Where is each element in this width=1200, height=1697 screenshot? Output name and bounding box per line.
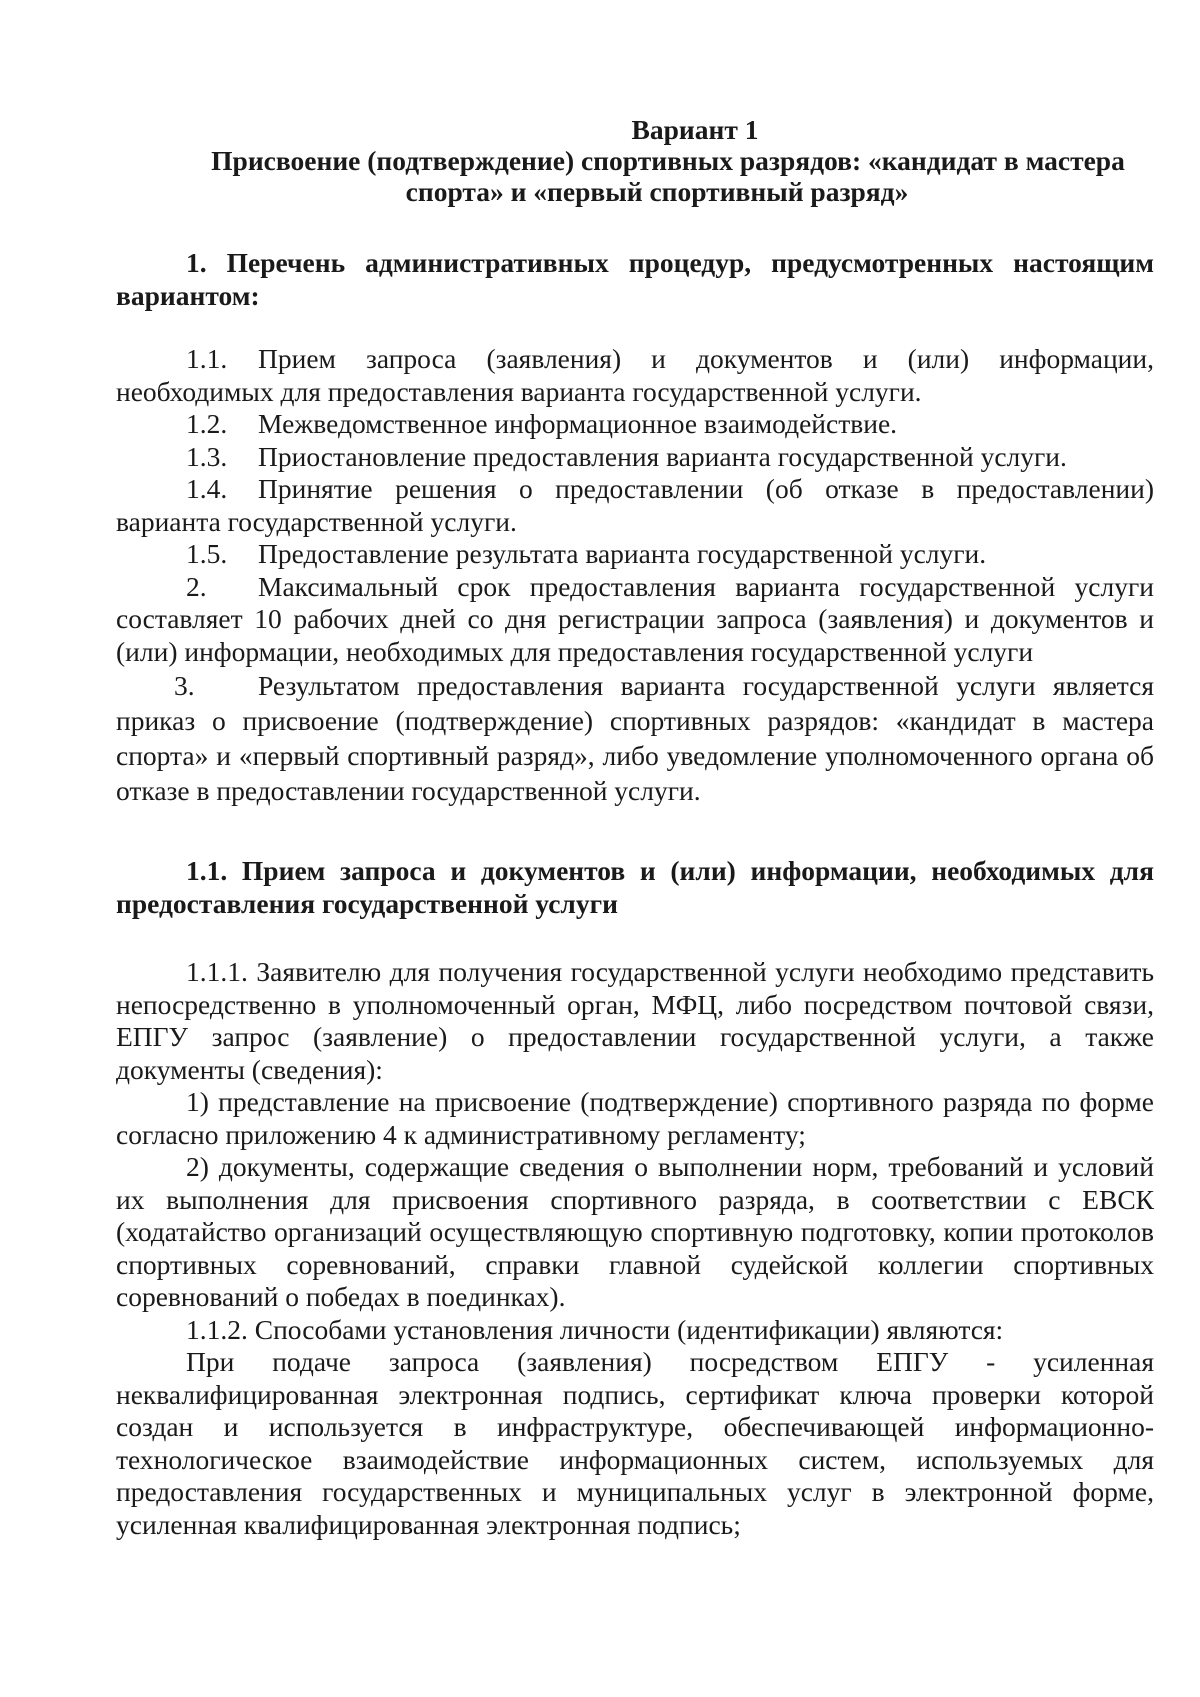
- section-1-1-body: [116, 956, 1154, 1541]
- item-number: 1.2.: [186, 408, 228, 439]
- title-line-1: Присвоение (подтверждение) спортивных разрядов: «кандидат в мастера: [211, 145, 1125, 176]
- item-text: Приостановление предоставления варианта государственной услуги.: [258, 440, 1067, 472]
- variant-title: Вариант 1: [631, 114, 759, 145]
- item-number: 2.: [186, 570, 207, 602]
- list-item: [116, 473, 1154, 538]
- item-text: Результатом предоставления варианта государственной услуги является приказ о присвоение (подтверждение) спортивных разрядов: «кандидат в мастера спорта» и «первый спортивный разряд», либо уведомление уполномоченного органа об отказе в предоставлении государственной услуги.: [116, 670, 1154, 806]
- item-number: 1.3.: [186, 440, 228, 472]
- procedure-list: [116, 343, 1154, 808]
- item-number: 1.4.: [186, 473, 228, 504]
- section-1-heading: 1. Перечень административных процедур, предусмотренных настоящим вариантом:: [116, 247, 1154, 311]
- paragraph: 1.1.1. Заявителю для получения государственной услуги необходимо представить непосредственно в уполномоченный орган, МФЦ, либо посредством почтовой связи, ЕПГУ запрос (заявление) о предоставлении государственной услуги, а также документы (сведения):: [116, 956, 1154, 1085]
- item-text: Принятие решения о предоставлении (об отказе в предоставлении) варианта государственной услуги.: [116, 473, 1154, 537]
- paragraph: 2) документы, содержащие сведения о выполнении норм, требований и условий их выполнения для присвоения спортивного разряда, в соответствии с ЕВСК (ходатайство организаций осуществляющую спортивную подготовку, копии протоколов спортивных соревнований, справки главной судейской коллегии спортивных соревнований о победах в поединках).: [116, 1151, 1154, 1312]
- list-item: [116, 441, 1154, 474]
- item-text: Максимальный срок предоставления варианта государственной услуги составляет 10 рабочих дней со дня регистрации запроса (заявления) и документов и (или) информации, необходимых для предоставления государственной услуги: [116, 570, 1154, 667]
- item-number: 1.1.: [186, 343, 228, 374]
- item-text: Прием запроса (заявления) и документов и (или) информации, необходимых для предоставления варианта государственной услуги.: [116, 343, 1154, 407]
- document-title: [116, 114, 1154, 207]
- list-item: [116, 668, 1154, 808]
- list-item: [116, 538, 1154, 571]
- document-body: [116, 114, 1154, 1541]
- item-text: Межведомственное информационное взаимодействие.: [258, 408, 898, 439]
- section-1-1-heading: 1.1. Прием запроса и документов и (или) информации, необходимых для предоставления государственной услуги: [116, 855, 1154, 919]
- paragraph: 1.1.2. Способами установления личности (идентификации) являются:: [186, 1313, 1004, 1345]
- item-number: 3.: [174, 670, 195, 701]
- paragraph: 1) представление на присвоение (подтверждение) спортивного разряда по форме согласно приложению 4 к административному регламенту;: [116, 1086, 1154, 1150]
- list-item: [116, 408, 1154, 441]
- item-text: Предоставление результата варианта государственной услуги.: [258, 538, 987, 569]
- title-line-2: спорта» и «первый спортивный разряд»: [405, 176, 909, 207]
- list-item: [116, 571, 1154, 669]
- item-number: 1.5.: [186, 538, 228, 569]
- paragraph: При подаче запроса (заявления) посредством ЕПГУ - усиленная неквалифицированная электронная подпись, сертификат ключа проверки которой создан и используется в инфраструктуре, обеспечивающей информационно-технологическое взаимодействие информационных систем, используемых для предоставления государственных и муниципальных услуг в электронной форме, усиленная квалифицированная электронная подпись;: [116, 1346, 1154, 1540]
- list-item: [116, 343, 1154, 408]
